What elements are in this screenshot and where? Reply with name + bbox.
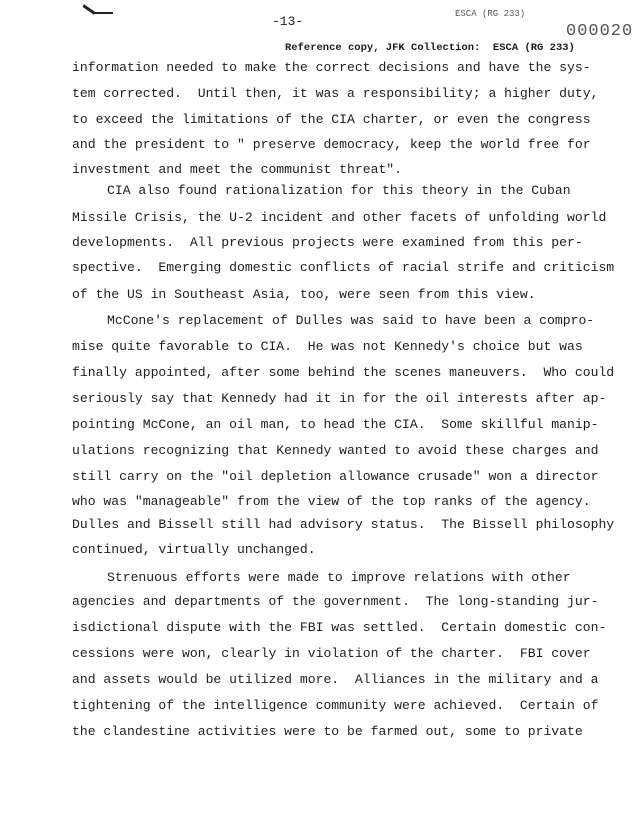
text-line: investment and meet the communist threat".	[72, 162, 403, 177]
text-line: information needed to make the correct decisions and have the sys-	[72, 60, 591, 75]
text-line: and assets would be utilized more. Alliances in the military and a	[72, 672, 599, 687]
text-line: Missile Crisis, the U-2 incident and other facets of unfolding world	[72, 210, 607, 225]
text-line: continued, virtually unchanged.	[72, 542, 316, 557]
page-number: -13-	[272, 14, 304, 29]
reference-copy-label: Reference copy, JFK Collection: ESCA (RG 233)	[285, 42, 575, 54]
text-line: tem corrected. Until then, it was a responsibility; a higher duty,	[72, 86, 599, 101]
text-line: Dulles and Bissell still had advisory status. The Bissell philosophy	[72, 517, 615, 532]
text-line: the clandestine activities were to be farmed out, some to private	[72, 724, 583, 739]
text-line: agencies and departments of the government. The long-standing jur-	[72, 594, 599, 609]
text-line: pointing McCone, an oil man, to head the CIA. Some skillful manip-	[72, 417, 599, 432]
document-stamp-number: 000020	[566, 22, 634, 41]
text-line: who was "manageable" from the view of the top ranks of the agency.	[72, 494, 591, 509]
text-line: finally appointed, after some behind the scenes maneuvers. Who could	[72, 365, 615, 380]
text-line: developments. All previous projects were examined from this per-	[72, 235, 583, 250]
text-line: spective. Emerging domestic conflicts of racial strife and criticism	[72, 260, 615, 275]
text-line: isdictional dispute with the FBI was settled. Certain domestic con-	[72, 620, 607, 635]
text-line: CIA also found rationalization for this theory in the Cuban	[107, 183, 571, 198]
text-line: and the president to " preserve democracy, keep the world free for	[72, 137, 591, 152]
text-line: tightening of the intelligence community were achieved. Certain of	[72, 698, 599, 713]
text-line: of the US in Southeast Asia, too, were seen from this view.	[72, 287, 536, 302]
text-line: ulations recognizing that Kennedy wanted to avoid these charges and	[72, 443, 599, 458]
text-line: to exceed the limitations of the CIA charter, or even the congress	[72, 112, 591, 127]
text-line: cessions were won, clearly in violation of the charter. FBI cover	[72, 646, 591, 661]
faint-header-text: ESCA (RG 233)	[455, 9, 526, 19]
text-line: mise quite favorable to CIA. He was not Kennedy's choice but was	[72, 339, 583, 354]
text-line: seriously say that Kennedy had it in for the oil interests after ap-	[72, 391, 607, 406]
scan-artifact-mark	[93, 12, 113, 14]
text-line: still carry on the "oil depletion allowance crusade" won a director	[72, 469, 599, 484]
text-line: Strenuous efforts were made to improve relations with other	[107, 570, 571, 585]
text-line: McCone's replacement of Dulles was said to have been a compro-	[107, 313, 595, 328]
